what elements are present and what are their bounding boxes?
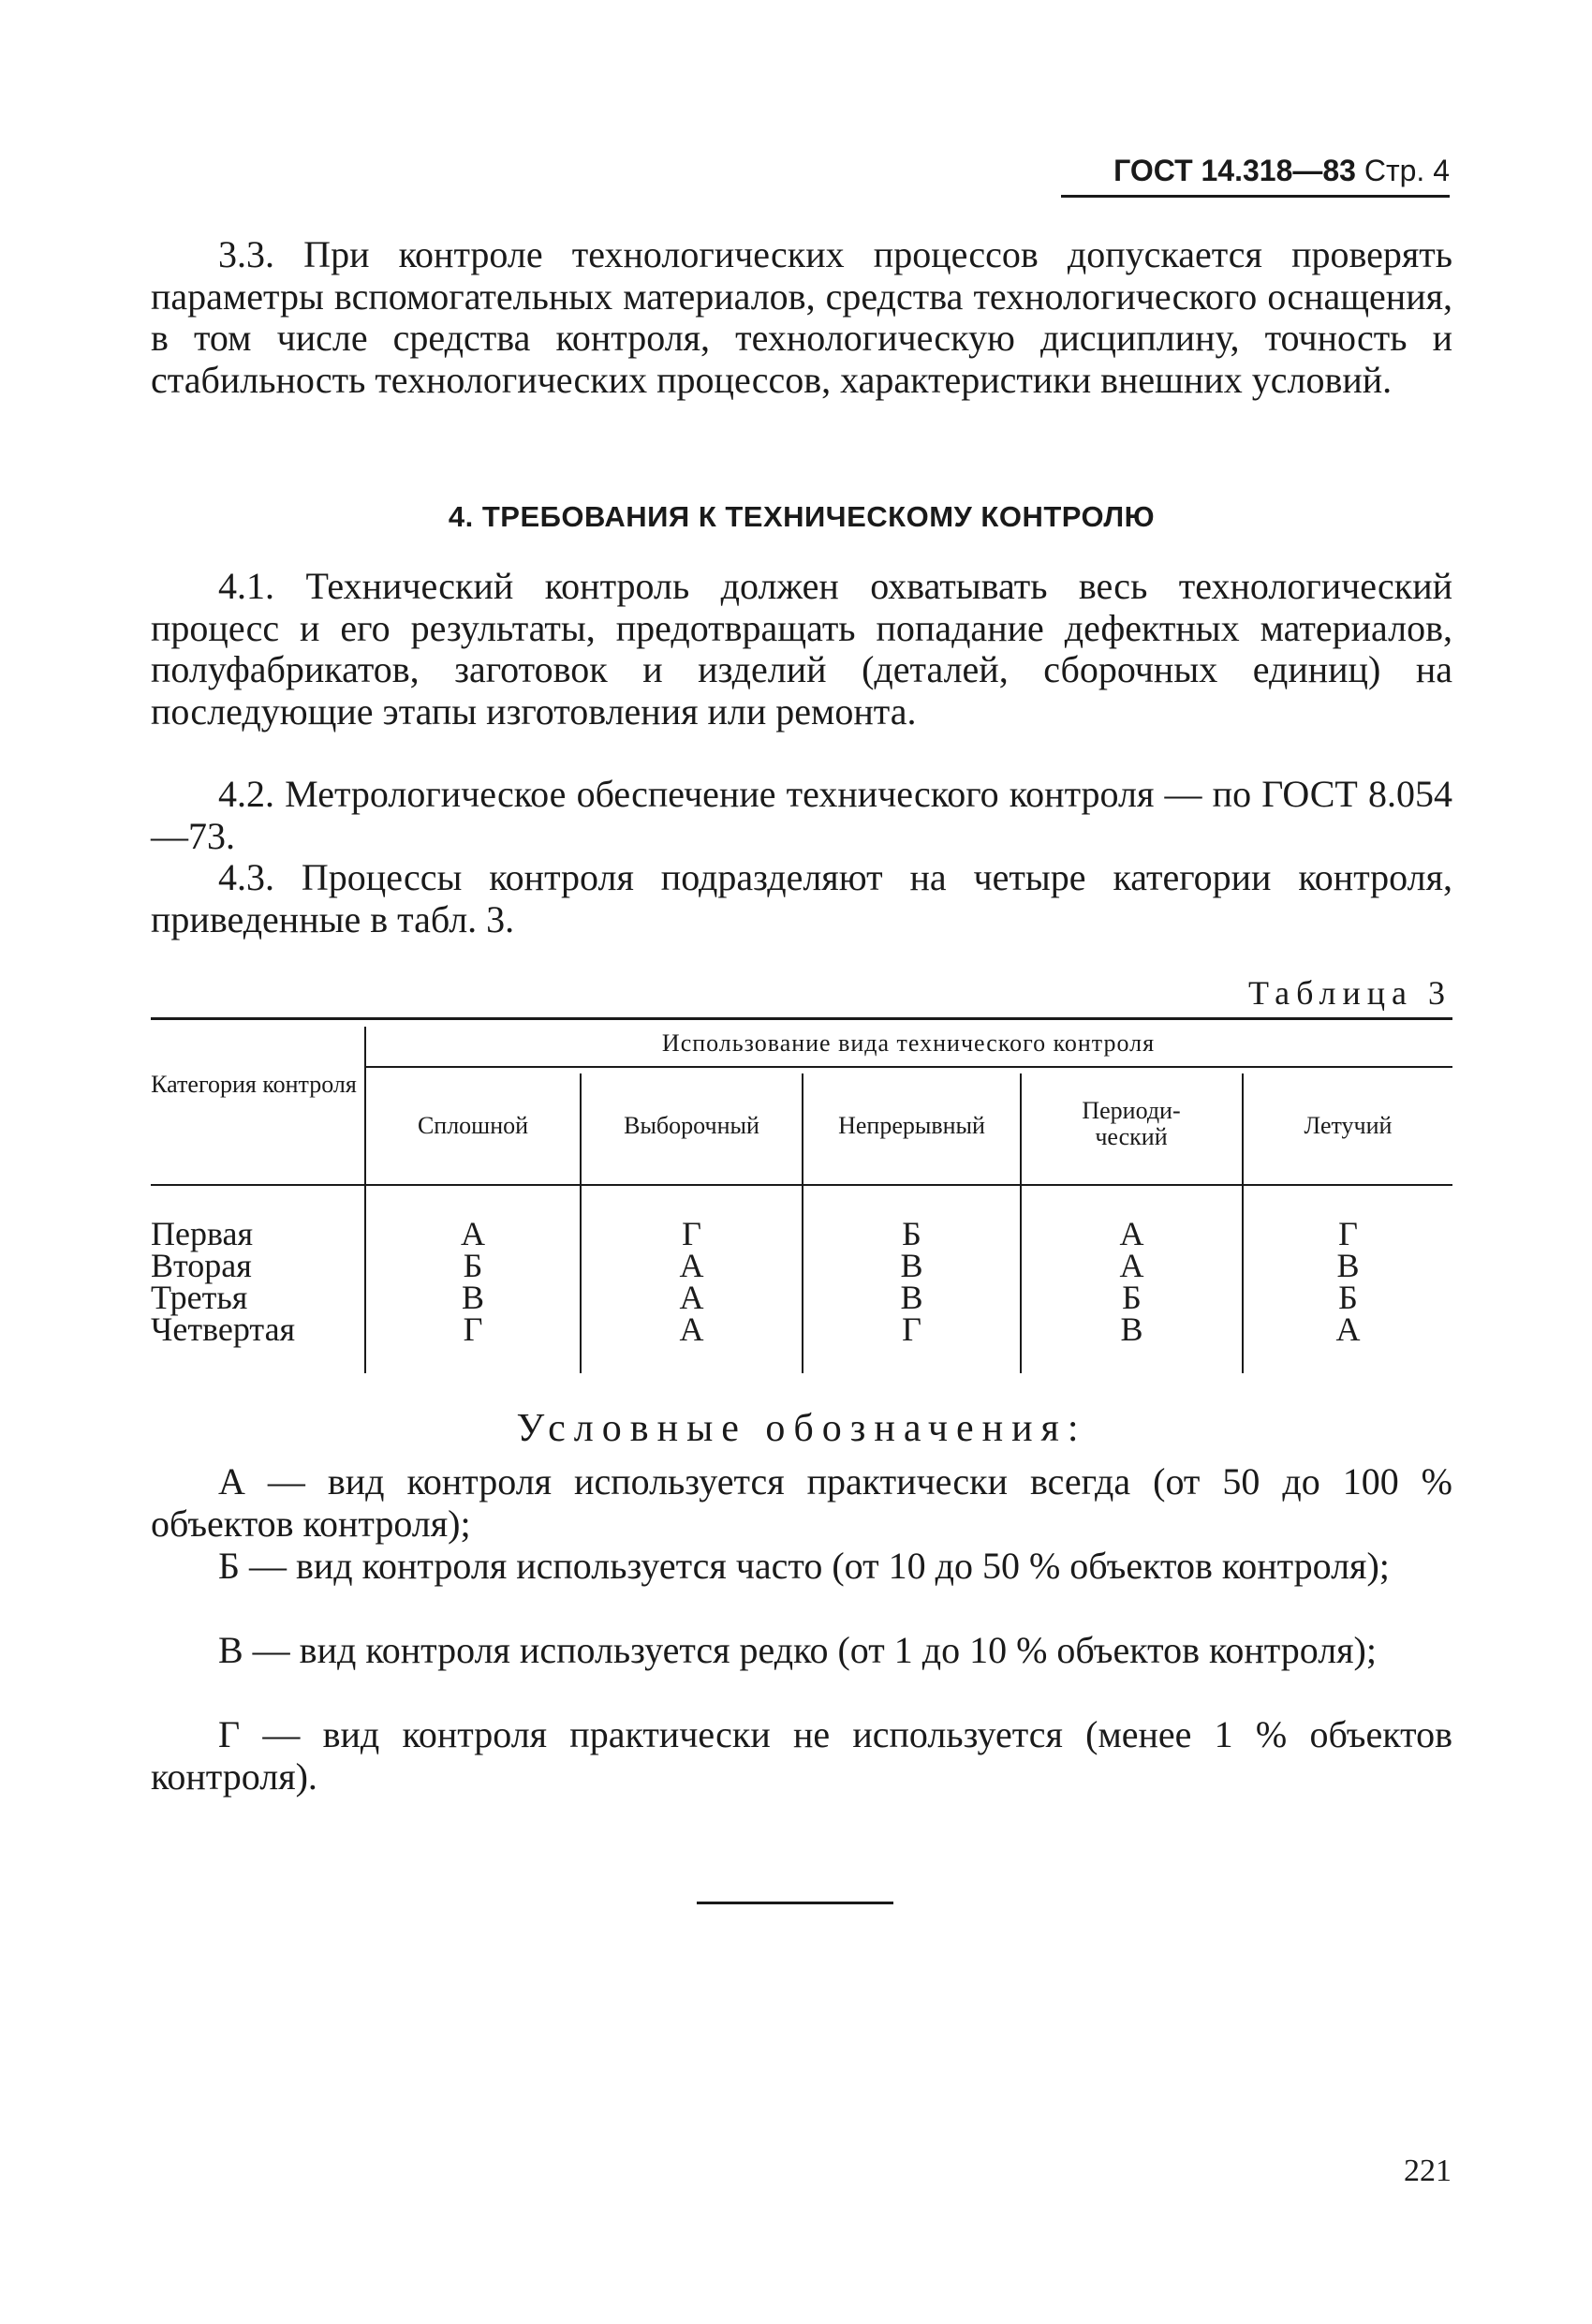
row-label-tretya: Третья [151,1279,248,1316]
table-caption: Таблица 3 [1248,974,1452,1012]
legend-item-a: А — вид контроля используется практически всегда (от 50 до 100 % объектов контроля); [151,1460,1452,1545]
table-cell: А [461,1215,485,1252]
table-cell: А [1335,1310,1361,1348]
legend-item-g: Г — вид контроля практически не используется (менее 1 % объектов контроля). [151,1713,1452,1798]
page-number: 221 [1404,2154,1452,2188]
paragraph-4-1: 4.1. Технический контроль должен охватывать весь технологический процесс и его результаты, предотвращать попадание дефектных материалов, полуфабрикатов, заготовок и изделий (деталей, сборочных единиц) на последующие этапы изготовления или ремонта. [151,565,1452,733]
table-cell: А [679,1310,704,1348]
table-cell: А [679,1279,704,1316]
table-group-rule [364,1066,1452,1068]
table-cell: Г [1338,1215,1358,1252]
column-header-nepreryvny: Непрерывный [838,1112,985,1139]
table-cell: А [1119,1215,1144,1252]
page-label: Стр. 4 [1364,154,1450,187]
table-cell: Б [1122,1279,1142,1316]
legend-item-v: В — вид контроля используется редко (от 1 до 10 % объектов контроля); [218,1629,1377,1671]
table-cell: В [461,1279,484,1316]
table-cell: В [900,1279,923,1316]
row-label-chetvertaya: Четвертая [151,1310,296,1348]
paragraph-4-3: 4.3. Процессы контроля подразделяют на четыре категории контроля, приведенные в табл. 3. [151,856,1452,940]
legend-title: Условные обозначения: [516,1407,1087,1450]
footer-rule [697,1902,893,1904]
table-cell: В [1120,1310,1143,1348]
table-cell: Б [1338,1279,1358,1316]
table [151,1017,1452,1383]
table-cell: А [679,1247,704,1284]
paragraph-4-2: 4.2. Метрологическое обеспечение технического контроля — по ГОСТ 8.054—73. [151,773,1452,857]
column-header-sploshnoy: Сплошной [417,1112,529,1139]
table-cell: Б [463,1247,483,1284]
legend-item-b: Б — вид контроля используется часто (от 10 до 50 % объектов контроля); [218,1545,1390,1587]
table-cell: Г [682,1215,701,1252]
row-label-vtoraya: Вторая [151,1247,252,1284]
standard-number: ГОСТ 14.318—83 [1113,154,1356,187]
table-top-rule [151,1017,1452,1020]
table-cell: Б [902,1215,921,1252]
header-rule [1061,195,1450,198]
column-header-periodichesky: Периоди-ческий [1082,1097,1181,1150]
table-cell: В [1336,1247,1360,1284]
group-header: Использование вида технического контроля [661,1029,1156,1057]
column-header-letuchy: Летучий [1304,1112,1393,1139]
column-header-vyborochny: Выборочный [624,1112,759,1139]
table-cell: А [1119,1247,1144,1284]
table-cell: В [900,1247,923,1284]
section-heading: 4. ТРЕБОВАНИЯ К ТЕХНИЧЕСКОМУ КОНТРОЛЮ [448,500,1156,533]
row-header: Категория контроля [151,1071,357,1098]
table-cell: Г [463,1310,483,1348]
page-header [1061,150,1450,191]
row-label-pervaya: Первая [151,1215,254,1252]
paragraph-3-3: 3.3. При контроле технологических процессов допускается проверять параметры вспомогательных материалов, средства технологического оснащения, в том числе средства контроля, технологическую дисциплину, точность и стабильность технологических процессов, характеристики внешних условий. [151,233,1452,401]
table-cell: Г [902,1310,921,1348]
